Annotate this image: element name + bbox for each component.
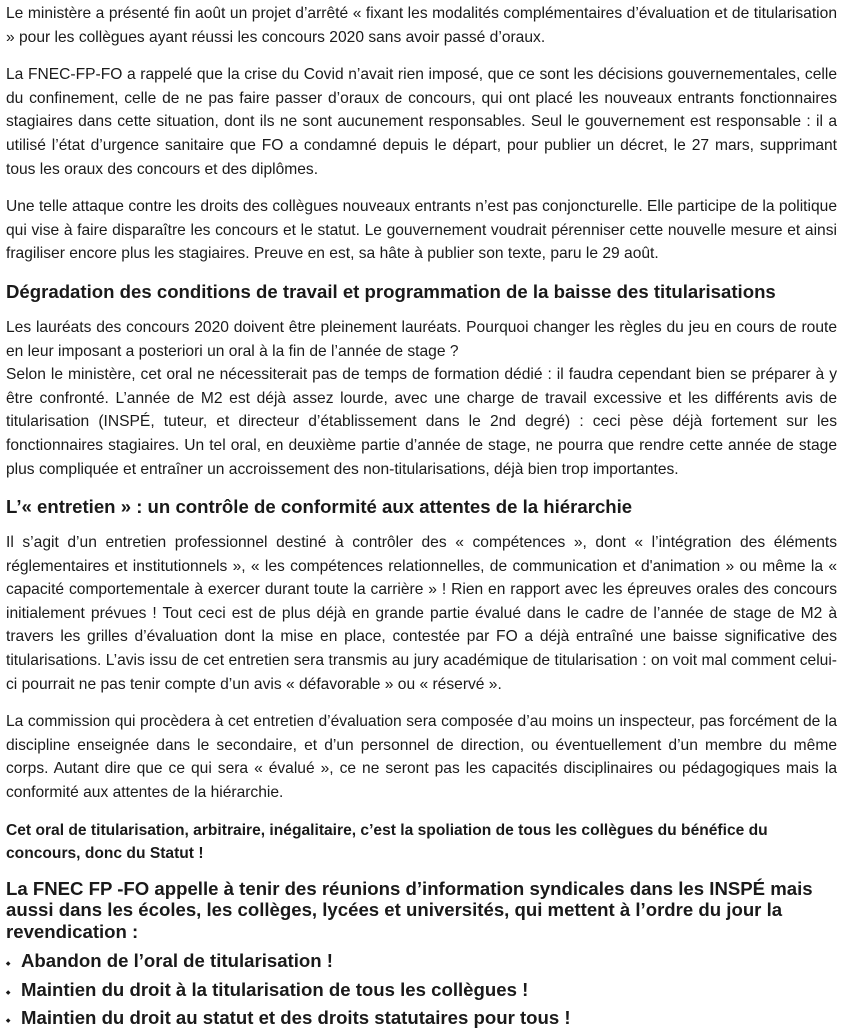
demand-item <box>6 1005 837 1034</box>
section-2-paragraph-2: La commission qui procèdera à cet entretien d’évaluation sera composée d’au moins un inspecteur, pas forcément de la discipline enseignée dans le secondaire, et d’un personnel de direction, ou éventuellement d’un membre du même corps. Autant dire que ce qui sera « évalué », ce ne seront pas les capacités disciplinaires ou pédagogiques mais la conformité aux attentes de la hiérarchie. <box>6 713 837 802</box>
demand-item <box>6 977 837 1006</box>
demand-text: Abandon de l’oral de titularisation ! <box>21 950 333 972</box>
demand-text: Maintien du droit au statut et des droits statutaires pour tous ! <box>21 1007 571 1029</box>
intro-paragraph-1: Le ministère a présenté fin août un projet d’arrêté « fixant les modalités complémentaires d’évaluation et de titularisation » pour les collègues ayant réussi les concours 2020 sans avoir passé d’oraux. <box>6 5 837 46</box>
section-1-heading: Dégradation des conditions de travail et programmation de la baisse des titularisations <box>6 280 776 302</box>
diamond-bullet-icon: ⬩ <box>6 956 11 971</box>
diamond-bullet-icon: ⬩ <box>6 984 11 999</box>
section-2-heading: L’« entretien » : un contrôle de conformité aux attentes de la hiérarchie <box>6 496 633 518</box>
demand-item <box>6 948 837 977</box>
section-2-paragraph-1: Il s’agit d’un entretien professionnel destiné à contrôler des « compétences », dont « l’intégration des éléments réglementaires et institutionnels », « les compétences relationnelles, de communication et d'animation » ou même la « capacité comportementale à exercer durant toute la carrière » ! Rien en rapport avec les épreuves orales des concours initialement prévues ! Tout ceci est de plus déjà en grande partie évalué dans le cadre de l’année de stage de M2 à travers les grilles d’évaluation dont la mise en place, contestée par FO a déjà entraîné une baisse significative des titularisations. L’avis issu de cet entretien sera transmis au jury académique de titularisation : on voit mal comment celui-ci pourrait ne pas tenir compte d’un avis « défavorable » ou « réservé ». <box>6 534 837 693</box>
section-1-paragraph-2: Selon le ministère, cet oral ne nécessiterait pas de temps de formation dédié : il faudra cependant bien se préparer à y être confronté. L’année de M2 est déjà assez lourde, avec une charge de travail excessive et les différents avis de titularisation (INSPÉ, tuteur, et directeur d’établissement dans le 2nd degré) : ceci pèse déjà fortement sur les fonctionnaires stagiaires. Un tel oral, en deuxième partie d’année de stage, ne pourra que rendre cette année de stage plus compliquée et entraîner un accroissement des non-titularisations, déjà bien trop importantes. <box>6 366 837 478</box>
diamond-bullet-icon: ⬩ <box>6 1013 11 1028</box>
demands-list <box>6 948 837 1034</box>
section-1-paragraph-1: Les lauréats des concours 2020 doivent être pleinement lauréats. Pourquoi changer les règles du jeu en cours de route en leur imposant a posteriori un oral à la fin de l’année de stage ? <box>6 318 837 360</box>
intro-paragraph-2: La FNEC-FP-FO a rappelé que la crise du Covid n’avait rien imposé, que ce sont les décisions gouvernementales, celle du confinement, celle de ne pas faire passer d’oraux de concours, qui ont placé les nouveaux entrants fonctionnaires stagiaires dans cette situation, dont ils ne sont aucunement responsables. Seul le gouvernement est responsable : il a utilisé l’état d’urgence sanitaire que FO a condamné depuis le départ, pour publier un décret, le 27 mars, supprimant tous les oraux des concours et des diplômes. <box>6 66 837 178</box>
call-to-action: La FNEC FP -FO appelle à tenir des réunions d’information syndicales dans les INSPÉ mais aussi dans les écoles, les collèges, lycées et universités, qui mettent à l’ordre du jour la revendication : <box>6 877 813 942</box>
conclusion-paragraph: Cet oral de titularisation, arbitraire, inégalitaire, c’est la spoliation de tous les collègues du bénéfice du concours, donc du Statut ! <box>6 821 768 863</box>
intro-paragraph-3: Une telle attaque contre les droits des collègues nouveaux entrants n’est pas conjoncturelle. Elle participe de la politique qui vise à faire disparaître les concours et le statut. Le gouvernement voudrait pérenniser cette nouvelle mesure et ainsi fragiliser encore plus les stagiaires. Preuve en est, sa hâte à publier son texte, paru le 29 août. <box>6 198 837 263</box>
demand-text: Maintien du droit à la titularisation de tous les collègues ! <box>21 978 529 1000</box>
